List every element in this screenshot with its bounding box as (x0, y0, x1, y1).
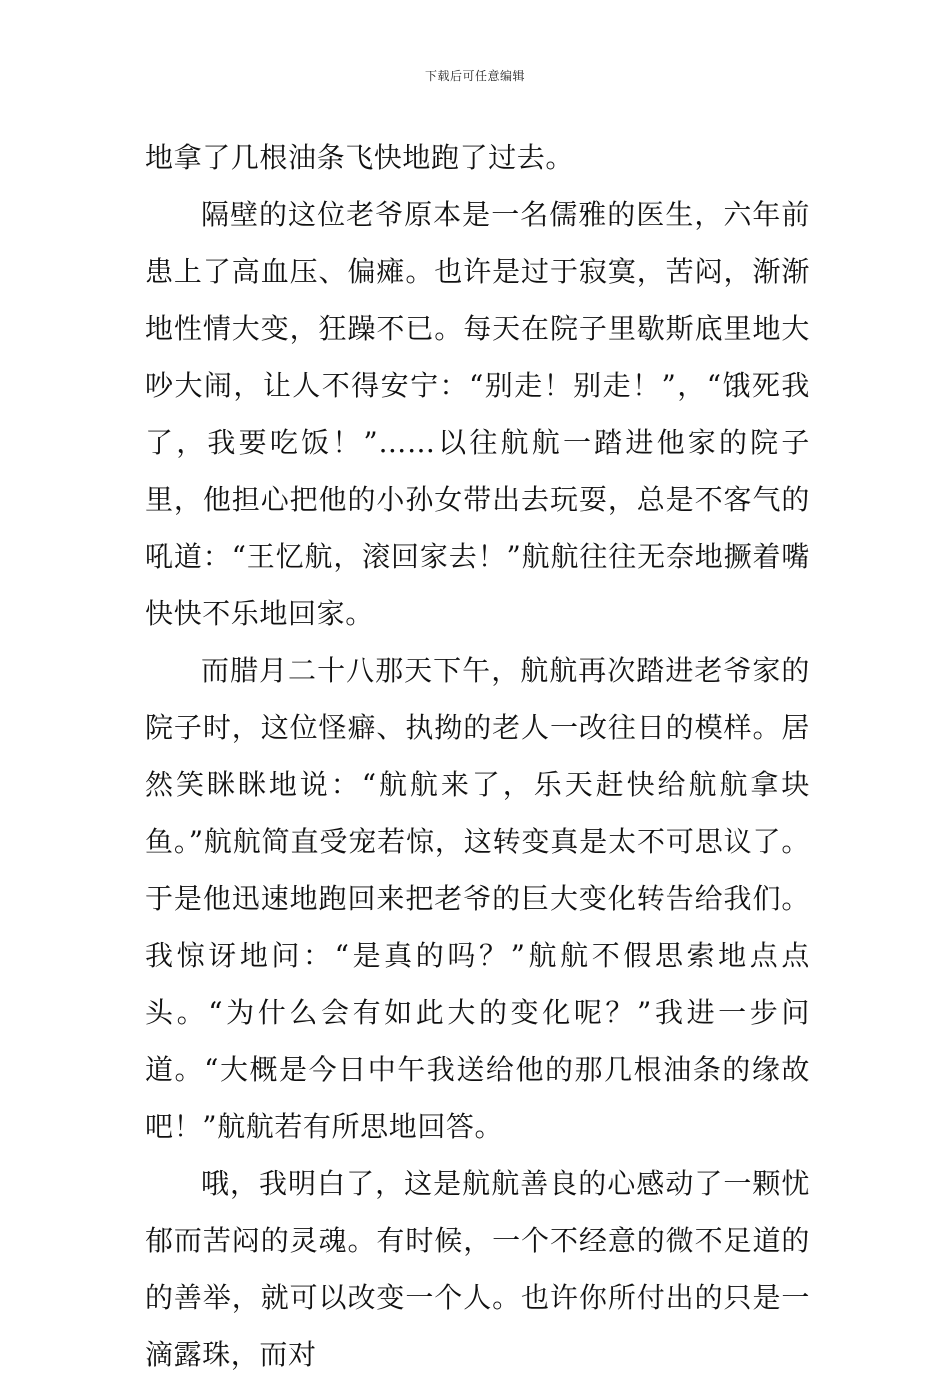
page-header: 下载后可任意编辑 (424, 69, 525, 83)
document-body (145, 129, 810, 1383)
paragraph-2: 隔壁的这位老爷原本是一名儒雅的医生，六年前患上了高血压、偏瘫。也许是过于寂寞，苦闷，渐渐地性情大变，狂躁不已。每天在院子里歇斯底里地大吵大闹，让人不得安宁：“别走！别走！”，“饿死我了，我要吃饭！”……以往航航一踏进他家的院子里，他担心把他的小孙女带出去玩耍，总是不客气的吼道：“王忆航，滚回家去！”航航往往无奈地撅着嘴快快不乐地回家。 (145, 198, 810, 630)
paragraph-4: 哦，我明白了，这是航航善良的心感动了一颗忧郁而苦闷的灵魂。有时候，一个不经意的微不足道的的善举，就可以改变一个人。也许你所付出的只是一滴露珠，而对 (145, 1167, 810, 1371)
paragraph-1: 地拿了几根油条飞快地跑了过去。 (145, 141, 575, 174)
paragraph-3: 而腊月二十八那天下午，航航再次踏进老爷家的院子时，这位怪癖、执拗的老人一改往日的模样。居然笑眯眯地说：“航航来了，乐天赶快给航航拿块鱼。”航航简直受宠若惊，这转变真是太不可思议了。于是他迅速地跑回来把老爷的巨大变化转告给我们。我惊讶地问：“是真的吗？”航航不假思索地点点头。“为什么会有如此大的变化呢？”我进一步问道。“大概是今日中午我送给他的那几根油条的缘故吧！”航航若有所思地回答。 (145, 654, 810, 1143)
